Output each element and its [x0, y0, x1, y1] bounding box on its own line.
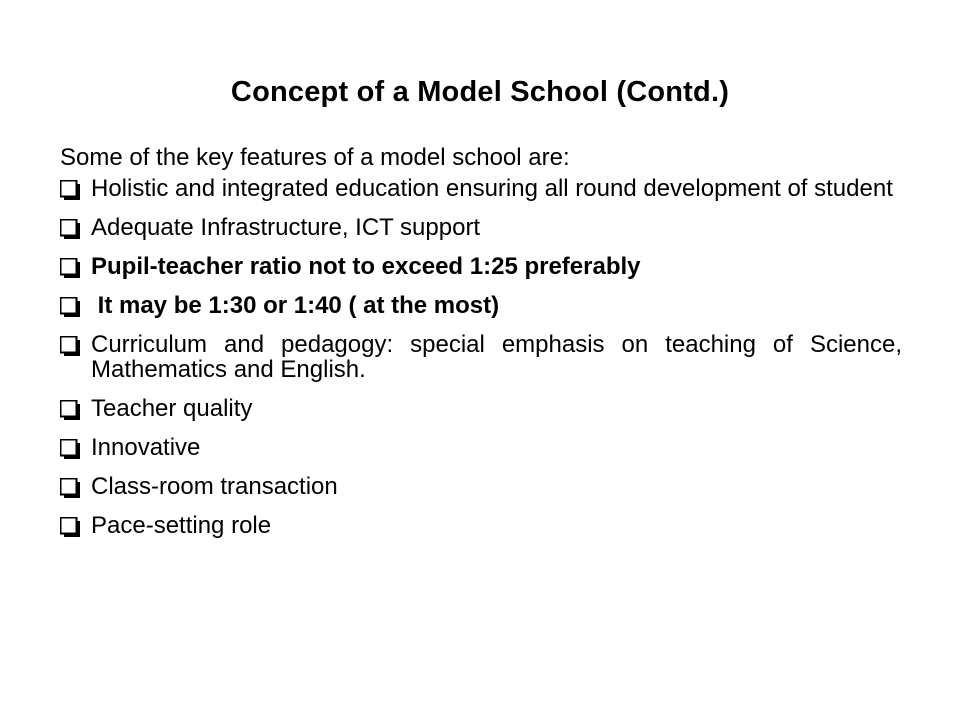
list-item-text: Adequate Infrastructure, ICT support	[91, 214, 481, 241]
hollow-box-icon	[60, 219, 80, 239]
list-item	[60, 435, 902, 460]
list-item	[60, 332, 902, 382]
list-item-text: Pace-setting role	[91, 512, 272, 539]
hollow-box-icon	[60, 439, 80, 459]
hollow-box-icon	[60, 517, 80, 537]
list-item	[60, 254, 902, 279]
list-item	[60, 176, 902, 201]
list-item-text: Curriculum and pedagogy: special emphasis on teaching of Science, Mathematics and English.	[91, 331, 902, 383]
list-item-text: Pupil-teacher ratio not to exceed 1:25 preferably	[91, 253, 641, 280]
hollow-box-icon	[60, 258, 80, 278]
hollow-box-icon	[60, 400, 80, 420]
hollow-box-icon	[60, 297, 80, 317]
slide-title: Concept of a Model School (Contd.)	[230, 76, 730, 108]
list-item	[60, 396, 902, 421]
list-item	[60, 215, 902, 240]
list-item-text: Innovative	[91, 434, 201, 461]
list-item	[60, 293, 902, 318]
hollow-box-icon	[60, 180, 80, 200]
list-item-text: It may be 1:30 or 1:40 ( at the most)	[91, 292, 500, 319]
list-item	[60, 513, 902, 538]
list-item-text: Holistic and integrated education ensuring all round development of student	[91, 175, 893, 202]
intro-text: Some of the key features of a model school are:	[60, 144, 570, 171]
list-item-text: Class-room transaction	[91, 473, 338, 500]
hollow-box-icon	[60, 478, 80, 498]
list-item-text: Teacher quality	[91, 395, 253, 422]
list-item	[60, 474, 902, 499]
hollow-box-icon	[60, 336, 80, 356]
feature-list	[60, 176, 902, 552]
